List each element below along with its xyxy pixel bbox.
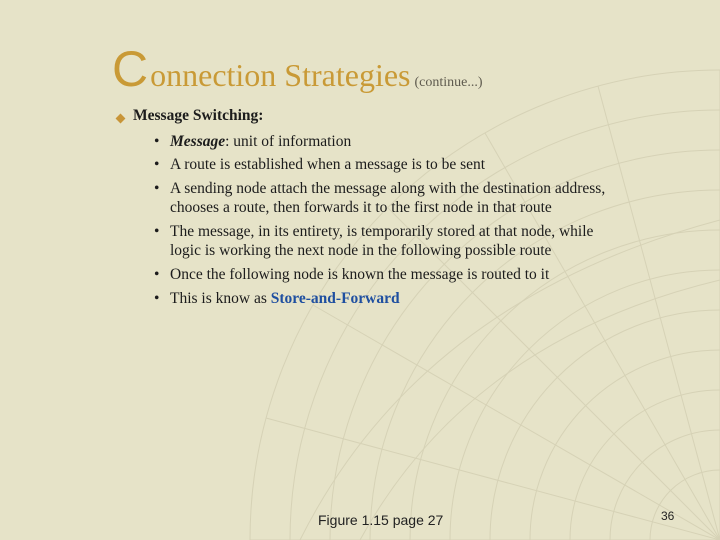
figure-caption: Figure 1.15 page 27 xyxy=(318,512,444,528)
diamond-bullet-icon xyxy=(116,114,126,124)
bullet-dot-icon: • xyxy=(154,290,160,307)
list-item: A sending node attach the message along with the destination address, xyxy=(170,180,606,197)
list-item: The message, in its entirety, is temporarily stored at that node, while xyxy=(170,223,594,240)
section-heading: Message Switching: xyxy=(133,107,264,124)
bullet-dot-icon: • xyxy=(154,223,160,240)
title-subtitle: (continue...) xyxy=(414,75,483,90)
bullet-dot-icon: • xyxy=(154,266,160,283)
list-item-continuation: logic is working the next node in the following possible route xyxy=(170,242,552,259)
list-item: This is know as Store-and-Forward xyxy=(170,290,400,307)
bullet-dot-icon: • xyxy=(154,133,160,150)
title-text: onnection Strategies xyxy=(150,57,411,93)
bullet-dot-icon: • xyxy=(154,156,160,173)
bullet-dot-icon: • xyxy=(154,180,160,197)
store-and-forward-term: Store-and-Forward xyxy=(270,290,400,307)
title-initial: C xyxy=(112,41,149,97)
list-item: Message: unit of information xyxy=(170,133,352,150)
list-item: A route is established when a message is to be sent xyxy=(170,156,486,173)
list-item: Once the following node is known the message is routed to it xyxy=(170,266,550,283)
page-number: 36 xyxy=(661,509,675,523)
list-item-continuation: chooses a route, then forwards it to the first node in that route xyxy=(170,199,552,216)
